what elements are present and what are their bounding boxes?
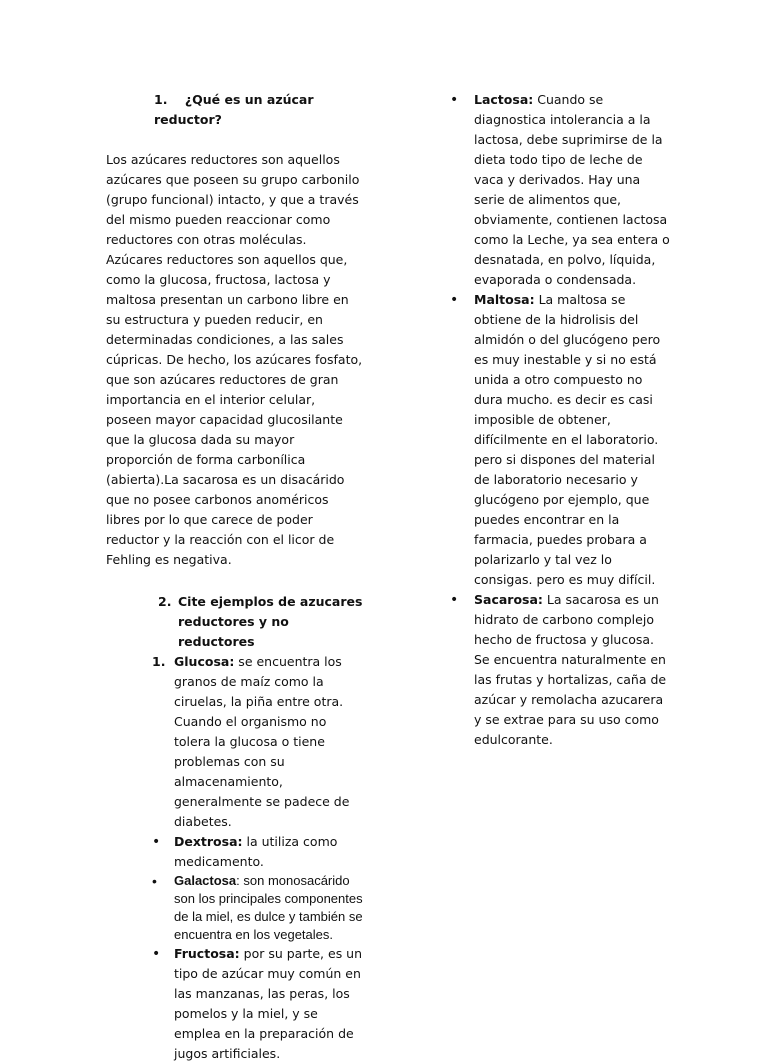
item-label: Fructosa: [174,946,240,961]
item-label: Galactosa [174,873,237,888]
item-label: Lactosa: [474,92,534,107]
list-item-galactosa [106,872,364,944]
list-item-glucosa [106,652,364,832]
question-1-number: 1. [154,92,168,107]
question-2-number: 2. [158,594,172,609]
list-item-lactosa [450,90,670,290]
bullet-icon: • [450,92,459,108]
question-1-title: ¿Qué es un azúcar reductor? [154,92,314,127]
list-item-sacarosa [450,590,670,750]
bullet-icon: • [152,873,157,889]
question-2-line1: Cite ejemplos de azucares [178,594,363,609]
item-text: Cuando se diagnostica intolerancia a la lactosa, debe suprimirse de la dieta todo tipo de leche de vaca y derivados. Hay una serie de alimentos que, obviamente, contienen lactosa como la Leche, ya sea entera o desnatada, en polvo, líquida, evaporada o condensada. [474,92,670,287]
item-label: Glucosa: [174,654,235,669]
question-2-line2: reductores y no reductores [178,614,289,649]
left-column [106,90,364,1064]
item-label: Dextrosa: [174,834,243,849]
item-text: por su parte, es un tipo de azúcar muy común en las manzanas, las peras, los pomelos y la miel, y se emplea en la preparación de jugos artificiales. [174,946,363,1061]
item-text: la utiliza como medicamento. [174,834,338,869]
question-2-heading [106,592,364,652]
item-label: Maltosa: [474,292,535,307]
list-item-maltosa [450,290,670,590]
item-text: se encuentra los granos de maíz como la ciruelas, la piña entre otra. Cuando el organismo no tolera la glucosa o tiene problemas con su almacenamiento, generalmente se padece de diabetes. [174,654,350,829]
item-text: La maltosa se obtiene de la hidrolisis del almidón o del glucógeno pero es muy inestable y si no está unida a otro compuesto no dura mucho. es decir es casi imposible de obtener, difícilmente en el laboratorio. pero si dispones del material de laboratorio necesario y glucógeno por ejemplo, que puedes encontrar en la farmacia, puedes probara a polarizarlo y tal vez lo consigas. pero es muy difícil. [474,292,661,587]
bullet-icon: • [450,292,459,308]
bullet-icon: • [450,592,459,608]
bullet-icon: • [152,834,161,850]
question-1-heading [106,90,364,130]
item-text: : son monosacárido son los principales componentes de la miel, es dulce y también se encuentra en los vegetales. [174,873,363,942]
item-label: Sacarosa: [474,592,543,607]
list-number: 1. [152,654,166,669]
list-item-dextrosa [106,832,364,872]
reducing-sugar-paragraph: Los azúcares reductores son aquellos azúcares que poseen su grupo carbonilo (grupo funcional) intacto, y que a través del mismo pueden reaccionar como reductores con otras moléculas. Azúcares reductores son aquellos que, como la glucosa, fructosa, lactosa y maltosa presentan un carbono libre en su estructura y pueden reducir, en determinadas condiciones, a las sales cúpricas. De hecho, los azúcares fosfato, que son azúcares reductores de gran importancia en el interior celular, poseen mayor capacidad glucosilante que la glucosa dada su mayor proporción de forma carbonílica (abierta).La sacarosa es un disacárido que no posee carbonos anoméricos libres por lo que carece de poder reductor y la reacción con el licor de Fehling es negativa. [106,152,363,567]
list-item-fructosa [106,944,364,1064]
bullet-icon: • [152,946,161,962]
right-column [450,90,670,750]
item-text: La sacarosa es un hidrato de carbono complejo hecho de fructosa y glucosa. Se encuentra naturalmente en las frutas y hortalizas, caña de azúcar y remolacha azucarera y se extrae para su uso como edulcorante. [474,592,667,747]
